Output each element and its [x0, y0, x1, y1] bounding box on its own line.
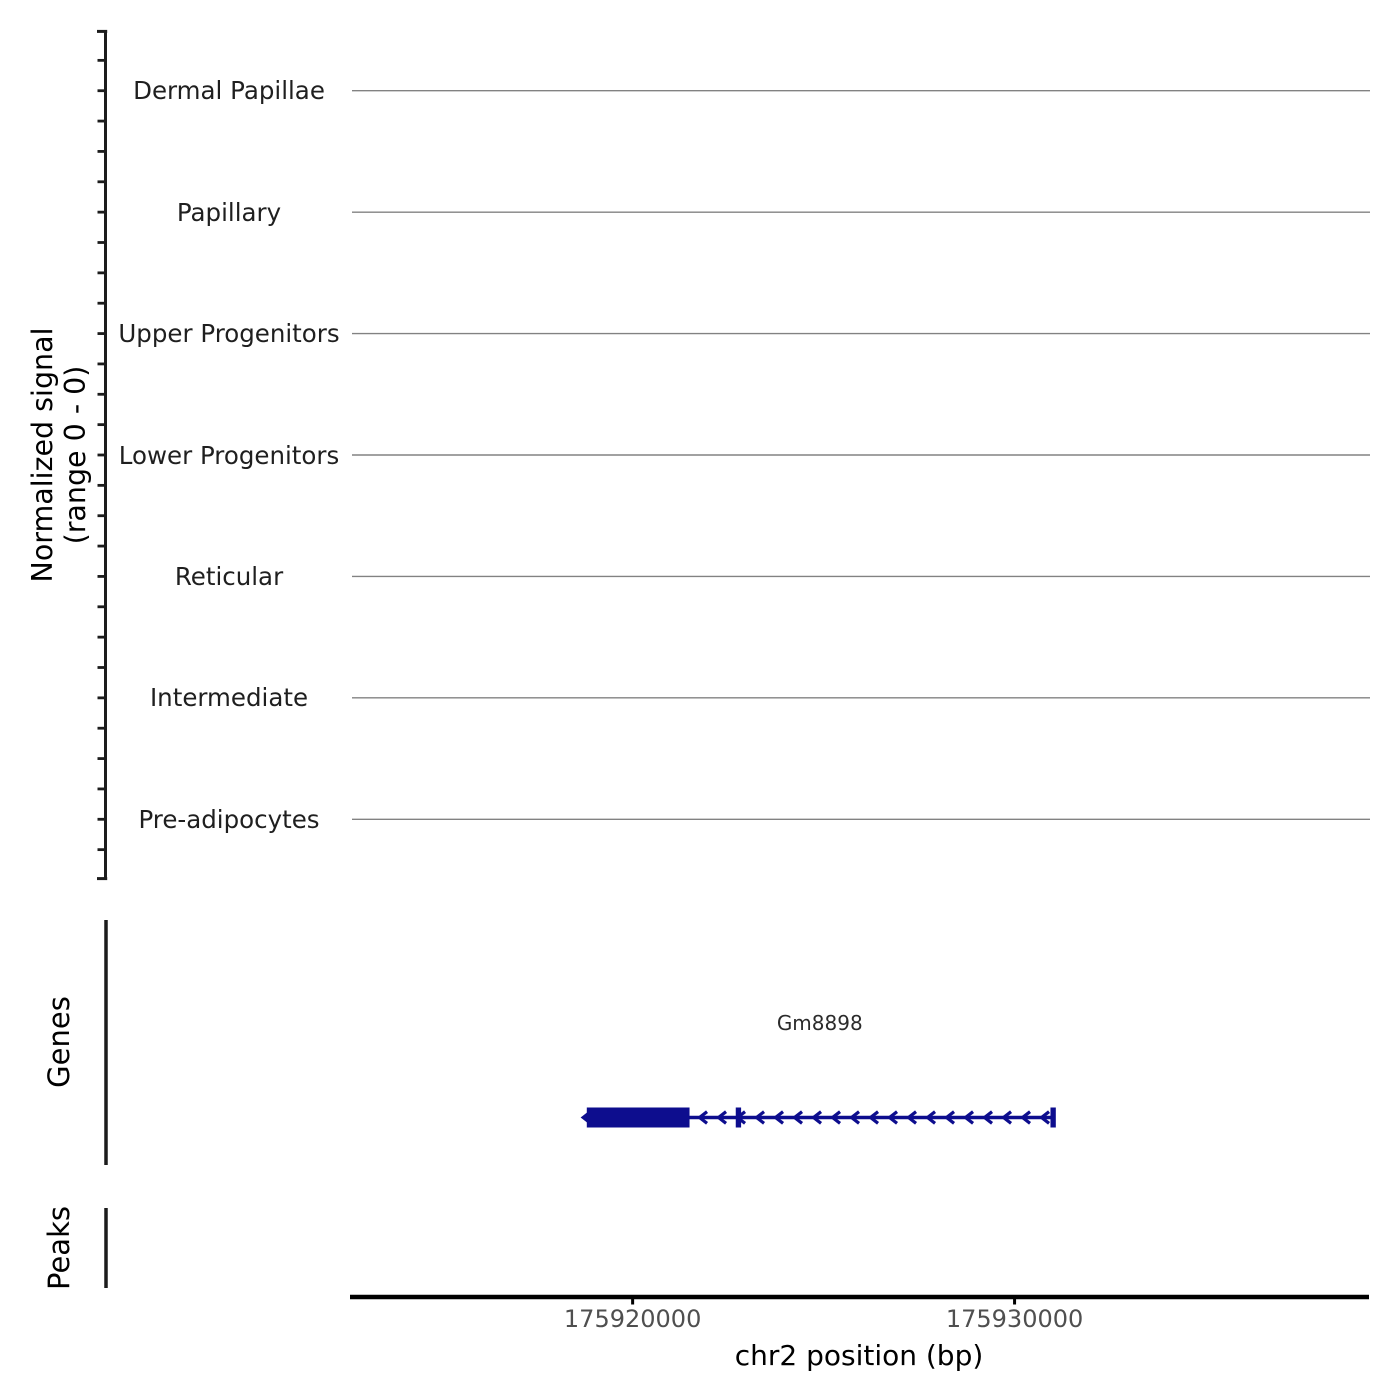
- x-axis-title: chr2 position (bp): [734, 1339, 984, 1372]
- gene-name-label: Gm8898: [776, 1011, 863, 1035]
- track-label-pre-adipocytes: Pre-adipocytes: [138, 804, 320, 834]
- gene-terminal-exon: [1050, 1108, 1055, 1128]
- x-tick-label-1: 175920000: [563, 1305, 702, 1333]
- x-tick-label-2: 175930000: [945, 1305, 1084, 1333]
- gene-thick-exon: [587, 1108, 690, 1128]
- gene-thin-exon: [736, 1108, 741, 1128]
- peaks-section-label: Peaks: [42, 1206, 76, 1290]
- signal-axis-title-line1: Normalized signal: [26, 327, 59, 583]
- track-label-upper-progenitors: Upper Progenitors: [118, 319, 340, 349]
- track-label-dermal-papillae: Dermal Papillae: [133, 76, 325, 106]
- signal-axis-title-line2: (range 0 - 0): [59, 365, 92, 545]
- track-label-papillary: Papillary: [176, 197, 282, 227]
- track-label-lower-progenitors: Lower Progenitors: [118, 440, 340, 470]
- genes-section-label: Genes: [42, 996, 76, 1088]
- track-label-intermediate: Intermediate: [149, 683, 309, 713]
- track-label-reticular: Reticular: [174, 561, 284, 591]
